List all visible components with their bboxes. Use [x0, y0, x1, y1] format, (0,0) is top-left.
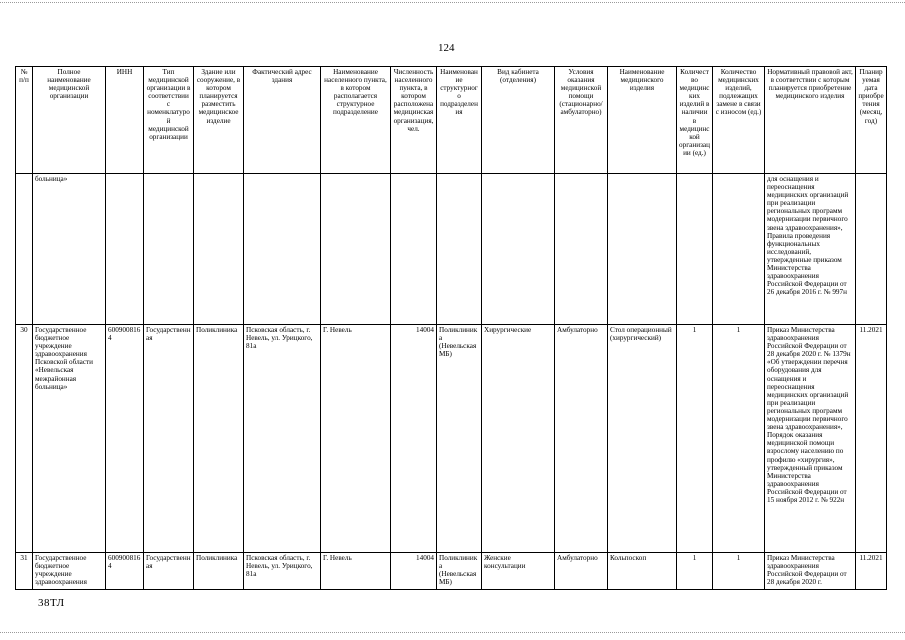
cell-unit: Поликлиника (Невельская МБ) [437, 325, 482, 553]
header-cell: Тип медицинской организации в соответствии с номенклатурой медицинской организации [144, 67, 194, 174]
header-cell: Численность населенного пункта, в котором расположена медицинская организация, чел. [391, 67, 437, 174]
cell-unit: Поликлиника (Невельская МБ) [437, 553, 482, 590]
cell-qty: 1 [677, 553, 713, 590]
cell-population: 14004 [391, 553, 437, 590]
cell-replace: 1 [713, 553, 765, 590]
cell-address: Псковская область, г. Невель, ул. Урицкого, 81а [244, 553, 321, 590]
cell-conditions [555, 174, 608, 325]
equipment-table [15, 66, 887, 590]
cell-address: Псковская область, г. Невель, ул. Урицкого, 81а [244, 325, 321, 553]
header-cell: ИНН [106, 67, 144, 174]
cell-date: 11.2021 [856, 553, 887, 590]
header-cell: Условия оказания медицинской помощи (стационарно/амбулаторно) [555, 67, 608, 174]
cell-settlement: Г. Невель [321, 325, 391, 553]
cell-building [194, 174, 244, 325]
cell-device: Кольпоскоп [608, 553, 677, 590]
cell-org: Государственное бюджетное учреждение здравоохранения [33, 553, 106, 590]
cell-num: 30 [16, 325, 33, 553]
header-cell: Наименование медицинского изделия [608, 67, 677, 174]
cell-settlement: Г. Невель [321, 553, 391, 590]
header-cell: Фактический адрес здания [244, 67, 321, 174]
cell-conditions: Амбулаторно [555, 325, 608, 553]
table-row [16, 325, 887, 553]
bottom-dotted-rule [0, 632, 905, 633]
cell-conditions: Амбулаторно [555, 553, 608, 590]
cell-act: для оснащения и переоснащения медицинских организаций при реализации региональных программ модернизации первичного звена здравоохранения», Правила проведения функциональных исследований, утвержденные приказом Министерства здравоохранения Российской Федерации от 26 декабря 2016 г. № 997н [765, 174, 856, 325]
header-cell: № п/п [16, 67, 33, 174]
cell-qty: 1 [677, 325, 713, 553]
footer-code: 38ТЛ [38, 597, 65, 609]
header-cell: Планируемая дата приобретения (месяц, год) [856, 67, 887, 174]
header-cell: Нормативный правовой акт, в соответствии с которым планируется приобретение медицинского изделия [765, 67, 856, 174]
cell-type [144, 174, 194, 325]
top-dotted-rule [0, 2, 905, 3]
header-cell: Вид кабинета (отделения) [482, 67, 555, 174]
cell-cabinet [482, 174, 555, 325]
table-row [16, 553, 887, 590]
table-header-row [16, 67, 887, 174]
cell-num [16, 174, 33, 325]
cell-date [856, 174, 887, 325]
header-cell: Количество медицинских изделий, подлежащих замене в связи с износом (ед.) [713, 67, 765, 174]
cell-address [244, 174, 321, 325]
cell-org: Государственное бюджетное учреждение здравоохранения Псковской области «Невельская межрайонная больница» [33, 325, 106, 553]
cell-replace: 1 [713, 325, 765, 553]
cell-building: Поликлиника [194, 325, 244, 553]
cell-inn [106, 174, 144, 325]
cell-num: 31 [16, 553, 33, 590]
header-cell: Наименование населенного пункта, в котором располагается структурное подразделение [321, 67, 391, 174]
cell-cabinet: Женские консультации [482, 553, 555, 590]
cell-unit [437, 174, 482, 325]
header-cell: Полное наименование медицинской организации [33, 67, 106, 174]
table-row-continuation [16, 174, 887, 325]
header-cell: Здание или сооружение, в котором планируется разместить медицинское изделие [194, 67, 244, 174]
cell-device: Стол операционный (хирургический) [608, 325, 677, 553]
cell-type: Государственная [144, 325, 194, 553]
cell-act: Приказ Министерства здравоохранения Российской Федерации от 28 декабря 2020 г. № 1379н «Об утверждении перечня оборудования для оснащения и переоснащения медицинских организаций при реализации региональных программ модернизации первичного звена здравоохранения», Порядок оказания медицинской помощи взрослому населению по профилю «хирургия», утвержденный приказом Министерства здравоохранения Российской Федерации от 15 ноября 2012 г. № 922н [765, 325, 856, 553]
cell-inn: 6009008164 [106, 553, 144, 590]
cell-building: Поликлиника [194, 553, 244, 590]
cell-cabinet: Хирургические [482, 325, 555, 553]
cell-org: больница» [33, 174, 106, 325]
header-cell: Наименование структурного подразделения [437, 67, 482, 174]
cell-population [391, 174, 437, 325]
cell-settlement [321, 174, 391, 325]
cell-type: Государственная [144, 553, 194, 590]
cell-replace [713, 174, 765, 325]
cell-act: Приказ Министерства здравоохранения Российской Федерации от 28 декабря 2020 г. [765, 553, 856, 590]
page-number: 124 [438, 42, 455, 54]
cell-inn: 6009008164 [106, 325, 144, 553]
cell-population: 14004 [391, 325, 437, 553]
cell-date: 11.2021 [856, 325, 887, 553]
header-cell: Количество медицинских изделий в наличии в медицинской организации (ед.) [677, 67, 713, 174]
cell-device [608, 174, 677, 325]
cell-qty [677, 174, 713, 325]
